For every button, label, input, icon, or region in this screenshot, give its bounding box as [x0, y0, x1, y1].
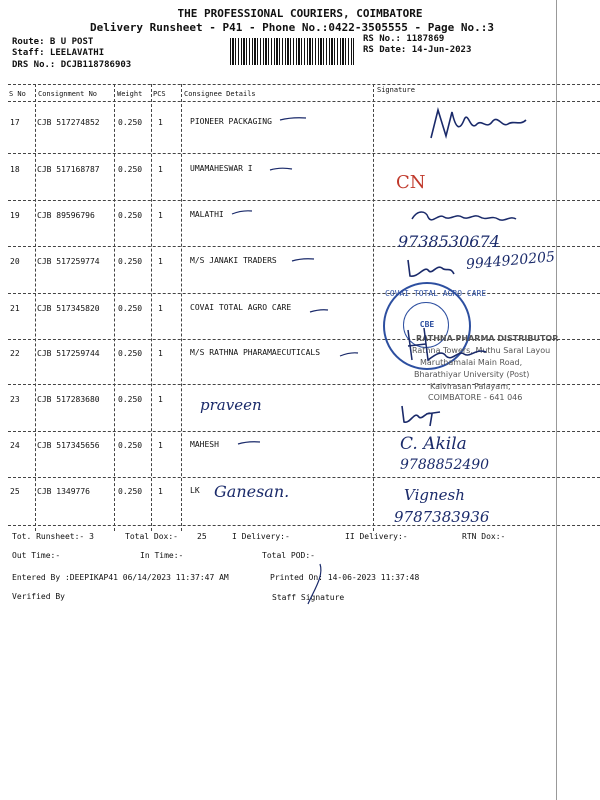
handwritten-phone-row-24: 9788852490	[400, 457, 490, 473]
row-consignee: M/S RATHNA PHARAMAECUTICALS	[190, 348, 321, 357]
printed-on: Printed On: 14-06-2023 11:37:48	[270, 573, 420, 582]
route: Route: B U POST	[12, 37, 94, 47]
runsheet-title: Delivery Runsheet - P41 - Phone No.:0422-3505555 - Page No.:3	[90, 21, 494, 34]
row-consignee: MAHESH	[190, 440, 219, 449]
total-dox-value: 25	[197, 532, 207, 541]
row-weight: 0.250	[118, 349, 143, 358]
row-consignment-no: CJB 89596796	[37, 211, 95, 220]
total-dox-label: Total Dox:-	[125, 532, 178, 541]
row-sno: 19	[10, 211, 20, 220]
rs-date: RS Date: 14-Jun-2023	[363, 45, 472, 55]
row-consignment-no: CJB 517259744	[37, 349, 100, 358]
row-consignee: PIONEER PACKAGING	[190, 117, 272, 126]
row-sno: 25	[10, 487, 20, 496]
signature-row-25: Vignesh	[404, 486, 465, 504]
staff: Staff: LEELAVATHI	[12, 48, 105, 58]
row-consignment-no: CJB 517168787	[37, 165, 100, 174]
barcode	[230, 38, 354, 65]
table-top-line	[8, 84, 600, 85]
row-weight: 0.250	[118, 165, 143, 174]
row-weight: 0.250	[118, 441, 143, 450]
handwritten-phone-row-25: 9787383936	[394, 508, 490, 526]
row-consignment-no: CJB 517345656	[37, 441, 100, 450]
col-header-sno: S No	[9, 90, 26, 98]
signature-row-19	[408, 205, 528, 235]
stamp-line: RATHNA PHARMA DISTRIBUTOR	[416, 334, 559, 343]
stamp-ring-text: COVAI TOTAL AGRO CARE	[385, 289, 487, 298]
row-weight: 0.250	[118, 118, 143, 127]
row-sno: 17	[10, 118, 20, 127]
row-consignment-no: CJB 517283680	[37, 395, 100, 404]
pen-marks	[180, 100, 380, 530]
company-title: THE PROFESSIONAL COURIERS, COIMBATORE	[177, 7, 423, 20]
row-consignee: MALATHI	[190, 210, 224, 219]
stamp-center-text: CBE	[419, 320, 435, 329]
handwritten-name-row-23: praveen	[200, 396, 262, 414]
row-sno: 21	[10, 304, 20, 313]
row-consignment-no: CJB 517259774	[37, 257, 100, 266]
row-pcs: 1	[158, 349, 163, 358]
row-consignee: COVAI TOTAL AGRO CARE	[190, 303, 292, 312]
stamp-line: COIMBATORE - 641 046	[428, 393, 523, 402]
col-header-signature: Signature	[377, 86, 415, 94]
stamp-line: Maruthamalai Main Road,	[420, 358, 523, 367]
page-edge-line	[556, 0, 557, 800]
col-divider	[151, 84, 152, 531]
row-sno: 24	[10, 441, 20, 450]
row-pcs: 1	[158, 395, 163, 404]
drs-number: DRS No.: DCJB118786903	[12, 60, 132, 70]
row-consignee: UMAMAHESWAR I	[190, 164, 253, 173]
row-sno: 22	[10, 349, 20, 358]
row-weight: 0.250	[118, 395, 143, 404]
out-time: Out Time:-	[12, 551, 61, 560]
rs-number: RS No.: 1187869	[363, 34, 445, 44]
row-sno: 20	[10, 257, 20, 266]
row-pcs: 1	[158, 118, 163, 127]
stamp-line: Bharathiyar University (Post)	[414, 370, 530, 379]
row-pcs: 1	[158, 165, 163, 174]
rtn-dox: RTN Dox:-	[462, 532, 506, 541]
col-header-pcs: PCS	[153, 90, 166, 98]
row-consignee: LK	[190, 486, 200, 495]
row-sno: 23	[10, 395, 20, 404]
row-pcs: 1	[158, 304, 163, 313]
ii-delivery: II Delivery:-	[345, 532, 408, 541]
row-pcs: 1	[158, 441, 163, 450]
row-weight: 0.250	[118, 487, 143, 496]
pen-stroke	[300, 560, 340, 610]
row-sno: 18	[10, 165, 20, 174]
handwritten-phone-row-20: 9944920205	[465, 249, 556, 273]
total-runsheet: Tot. Runsheet:- 3	[12, 532, 94, 541]
col-header-consignee: Consignee Details	[184, 90, 256, 98]
row-pcs: 1	[158, 487, 163, 496]
handwritten-name-row-25: Ganesan.	[214, 482, 290, 501]
row-weight: 0.250	[118, 304, 143, 313]
row-weight: 0.250	[118, 257, 143, 266]
verified-by: Verified By	[12, 592, 65, 601]
i-delivery: I Delivery:-	[232, 532, 290, 541]
col-divider	[114, 84, 115, 531]
col-divider	[35, 84, 36, 531]
stamp-line: Rathna Towers, Muthu Saral Layou	[412, 346, 551, 355]
total-pod: Total POD:-	[262, 551, 315, 560]
signature-row-18: CN	[396, 172, 426, 193]
stamp-line: Kalvirasan Palayam,	[430, 382, 511, 391]
row-consignment-no: CJB 1349776	[37, 487, 90, 496]
row-consignment-no: CJB 517274852	[37, 118, 100, 127]
signature-row-22	[402, 320, 492, 370]
col-header-weight: Weight	[117, 90, 143, 98]
row-weight: 0.250	[118, 211, 143, 220]
row-consignee: M/S JANAKI TRADERS	[190, 256, 277, 265]
handwritten-name-row-24: C. Akila	[400, 434, 467, 454]
signature-row-17	[426, 100, 536, 150]
row-pcs: 1	[158, 211, 163, 220]
row-pcs: 1	[158, 257, 163, 266]
handwritten-phone-row-19: 9738530674	[398, 232, 500, 251]
row-consignment-no: CJB 517345820	[37, 304, 100, 313]
in-time: In Time:-	[140, 551, 184, 560]
col-header-consignment: Consignment No	[38, 90, 98, 98]
staff-signature: Staff Signature	[272, 593, 345, 602]
signature-row-23	[396, 400, 456, 428]
entered-by: Entered By :DEEPIKAP41 06/14/2023 11:37:47 AM	[12, 573, 229, 582]
signature-row-20	[402, 252, 462, 282]
